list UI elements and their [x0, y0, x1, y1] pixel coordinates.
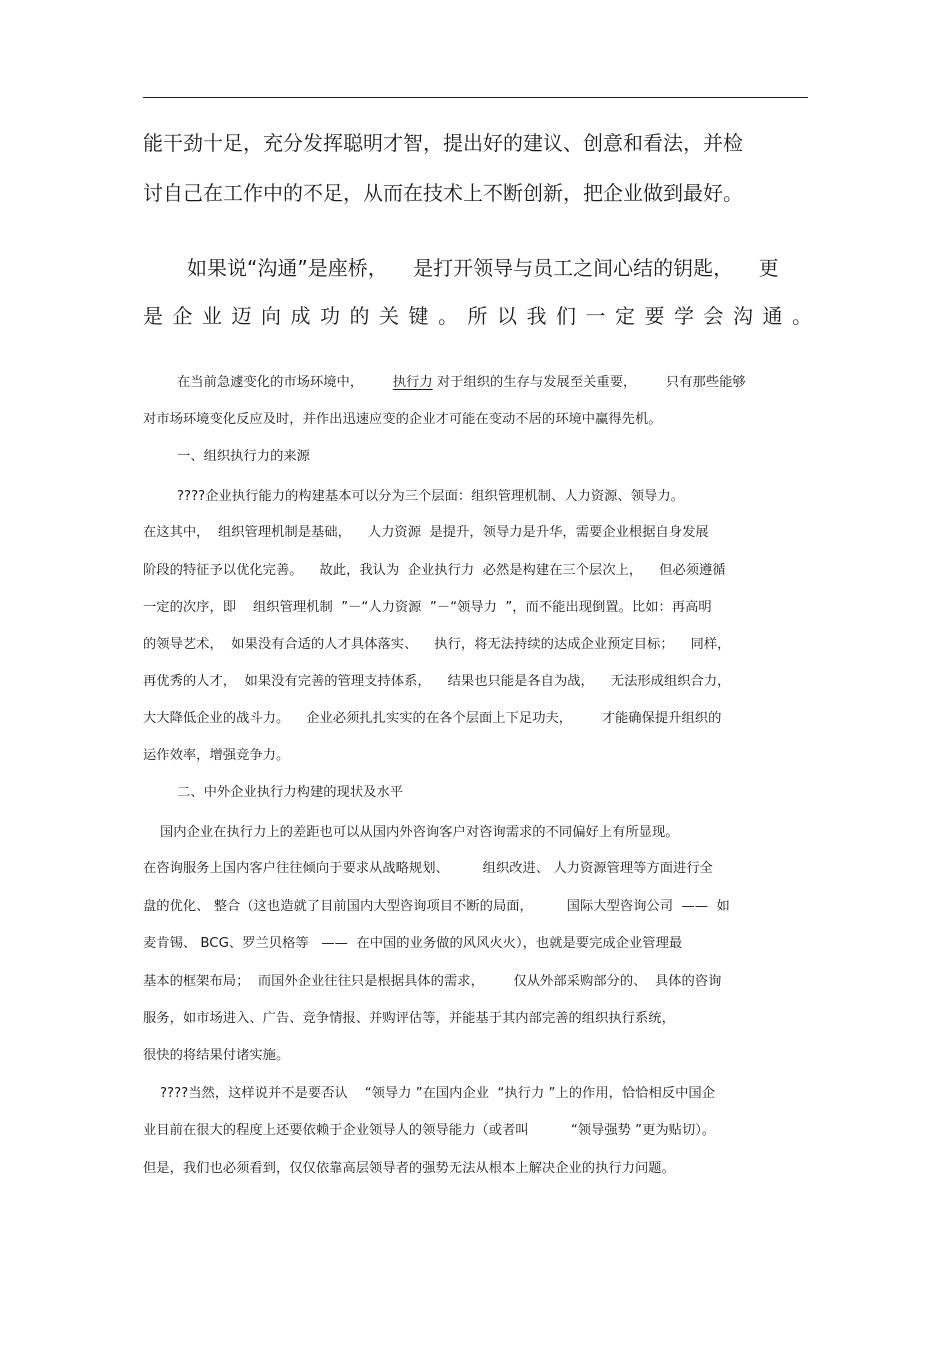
- paragraph-line: 但是，我们也必须看到，仅仅依靠高层领导者的强势无法从根本上解决企业的执行力问题。: [143, 1161, 675, 1176]
- section-heading: 一、组织执行力的来源: [177, 449, 310, 464]
- body-line-large: 如果说“沟通”是座桥， 是打开领导与员工之间心结的钥匙， 更: [187, 256, 779, 280]
- body-line-large: 是企业迈向成功的关键。所以我们一定要学会沟通。: [143, 304, 822, 328]
- paragraph-line: 在咨询服务上国内客户往往倾向于要求从战略规划、 组织改进、 人力资源管理等方面进行全: [143, 861, 713, 876]
- paragraph-line: 基本的框架布局； 而国外企业往往只是根据具体的需求， 仅从外部采购部分的、 具体的咨询: [143, 974, 722, 989]
- paragraph-line: 运作效率，增强竞争力。: [143, 748, 290, 763]
- paragraph-line: 在当前急遽变化的市场环境中， 执行力 对于组织的生存与发展至关重要， 只有那些能够: [177, 375, 746, 390]
- paragraph-line: 很快的将结果付诸实施。: [143, 1048, 290, 1063]
- header-rule: [143, 97, 808, 98]
- paragraph-line: 服务，如市场进入、广告、竞争情报、并购评估等，并能基于其内部完善的组织执行系统，: [143, 1011, 675, 1026]
- paragraph-line: ????企业执行能力的构建基本可以分为三个层面：组织管理机制、人力资源、领导力。: [177, 489, 684, 504]
- paragraph-line: 业目前在很大的程度上还要依赖于企业领导人的领导能力（或者叫 “领导强势 ”更为贴切）。: [143, 1123, 716, 1138]
- paragraph-line: 大大降低企业的战斗力。 企业必须扎扎实实的在各个层面上下足功夫， 才能确保提升组织的: [143, 711, 722, 726]
- paragraph-line: 一定的次序，即 组织管理机制 ”－“人力资源 ”－“领导力 ”，而不能出现倒置。比如：再高明: [143, 600, 712, 615]
- body-line-large: 讨自己在工作中的不足，从而在技术上不断创新，把企业做到最好。: [143, 181, 743, 205]
- body-line-large: 能干劲十足，充分发挥聪明才智，提出好的建议、创意和看法，并检: [143, 131, 743, 155]
- section-heading: 二、中外企业执行力构建的现状及水平: [177, 785, 404, 800]
- execution-power-link[interactable]: 执行力: [392, 375, 433, 390]
- paragraph-line: 的领导艺术， 如果没有合适的人才具体落实、 执行，将无法持续的达成企业预定目标； 同样，: [143, 637, 731, 652]
- paragraph-line: 麦肯锡、 BCG、罗兰贝格等 —— 在中国的业务做的风风火火），也就是要完成企业管理最: [143, 936, 683, 951]
- paragraph-line: 在这其中， 组织管理机制是基础， 人力资源 是提升，领导力是升华，需要企业根据自身发展: [143, 525, 709, 540]
- paragraph-line: 国内企业在执行力上的差距也可以从国内外咨询客户对咨询需求的不同偏好上有所显现。: [160, 825, 679, 840]
- paragraph-line: 对市场环境变化反应及时，并作出迅速应变的企业才可能在变动不居的环境中赢得先机。: [143, 412, 662, 427]
- paragraph-line: 再优秀的人才， 如果没有完善的管理支持体系， 结果也只能是各自为战， 无法形成组织合力，: [143, 674, 731, 689]
- paragraph-line: 阶段的特征予以优化完善。 故此，我认为 企业执行力 必然是构建在三个层次上， 但必须遵循: [143, 563, 726, 578]
- paragraph-line: 盘的优化、 整合（这也造就了目前国内大型咨询项目不断的局面， 国际大型咨询公司 —— 如: [143, 899, 730, 914]
- paragraph-line: ????当然，这样说并不是要否认 “领导力 ”在国内企业 “执行力 ”上的作用，恰恰相反中国企: [160, 1086, 715, 1101]
